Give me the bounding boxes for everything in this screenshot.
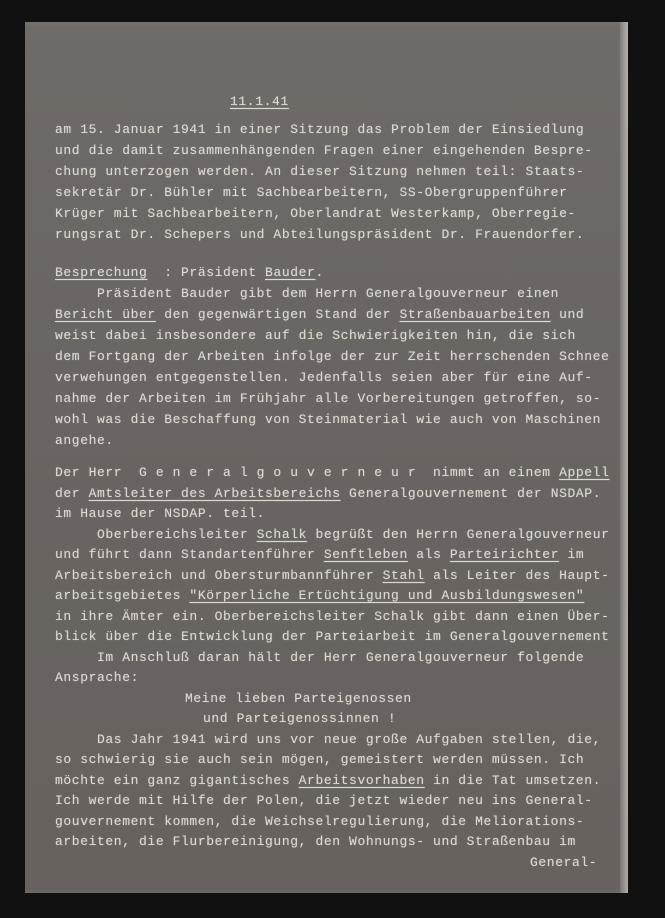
document-date: 11.1.41 [230, 94, 289, 109]
text-segment: Krüger mit Sachbearbeitern, Oberlandrat Westerkamp, Oberregie- [55, 206, 576, 221]
text-line [55, 486, 601, 502]
text-line [55, 629, 609, 645]
text-segment: möchte ein ganz gigantisches [55, 772, 299, 788]
underlined-text: Arbeitsvorhaben [298, 772, 425, 788]
text-segment: begrüßt den Herrn Generalgouverneur [307, 526, 610, 542]
text-line [55, 328, 576, 344]
underlined-text: Besprechung [55, 265, 148, 280]
text-segment: : Präsident [147, 265, 266, 280]
text-segment: Das Jahr 1941 wird uns vor neue große Aufgaben stellen, die, [97, 731, 602, 747]
text-segment: dem Fortgang der Arbeiten infolge der zur Zeit herrschenden Schnee [55, 349, 610, 364]
text-segment: und [550, 307, 585, 322]
text-line [55, 143, 593, 159]
text-segment: Der Herr G e n e r a l g o u v e r n e u r nimmt an einem [55, 465, 560, 480]
text-segment: chung unterzogen werden. An dieser Sitzung nehmen teil: Staats- [55, 164, 585, 179]
text-line [55, 834, 576, 850]
text-segment: blick über die Entwicklung der Parteiarbeit im Generalgouvernement [55, 629, 610, 644]
text-line [55, 547, 584, 563]
text-segment: in die Tat umsetzen. [424, 772, 602, 788]
text-segment: sekretär Dr. Bühler mit Sachbearbeitern, SS-Obergruppenführer [55, 185, 568, 200]
text-segment: am 15. Januar 1941 in einer Sitzung das Problem der Einsiedlung [55, 122, 585, 137]
text-line [97, 286, 559, 302]
text-line [55, 412, 601, 428]
text-segment: im Hause der NSDAP. teil. [55, 506, 266, 521]
text-line [55, 307, 584, 323]
text-segment: als Leiter des Haupt- [424, 567, 610, 583]
text-line [55, 752, 584, 768]
text-line [55, 465, 610, 481]
text-segment: Meine lieben Parteigenossen [185, 690, 412, 706]
text-segment: den gegenwärtigen Stand der [155, 307, 400, 322]
text-line [55, 164, 584, 180]
text-line [55, 227, 584, 243]
text-line [203, 711, 396, 727]
text-line [97, 527, 610, 543]
underlined-text: Schalk [256, 526, 308, 542]
text-line [55, 588, 584, 604]
underlined-text: Bauder [265, 265, 316, 280]
text-line [55, 122, 584, 138]
text-segment: in ihre Ämter ein. Oberbereichsleiter Schalk gibt dann einen Über- [55, 608, 610, 624]
text-line [55, 814, 584, 830]
text-segment: Arbeitsbereich und Obersturmbannführer [55, 567, 383, 583]
text-segment: weist dabei insbesondere auf die Schwierigkeiten hin, die sich [55, 328, 576, 343]
text-line [55, 206, 576, 222]
text-segment: im [559, 547, 585, 562]
page-edge [620, 22, 628, 893]
underlined-text: Stahl [382, 567, 425, 583]
text-segment: gouvernement kommen, die Weichselregulierung, die Meliorations- [55, 813, 585, 829]
text-line [55, 433, 114, 449]
text-segment: arbeitsgebietes [55, 588, 190, 603]
text-line [530, 855, 597, 871]
underlined-text: Parteirichter [449, 547, 560, 562]
underlined-text: Appell [559, 465, 610, 480]
text-line [55, 506, 265, 522]
text-segment: und die damit zusammenhängenden Fragen einer eingehenden Bespre- [55, 143, 593, 158]
underlined-text: Straßenbauarbeiten [399, 307, 551, 322]
text-segment: der [55, 485, 89, 501]
text-segment: nahme der Arbeiten im Frühjahr alle Vorbereitungen getroffen, so- [55, 391, 602, 406]
text-line [97, 650, 584, 666]
text-segment: Oberbereichsleiter [97, 526, 257, 542]
text-segment: verwehungen entgegenstellen. Jedenfalls seien aber für eine Auf- [55, 370, 593, 385]
underlined-text: Bericht über [55, 307, 156, 322]
text-segment: Im Anschluß daran hält der Herr Generalgouverneur folgende [97, 649, 585, 665]
text-segment: Präsident Bauder gibt dem Herrn Generalgouverneur einen [97, 286, 560, 301]
text-line [55, 349, 609, 365]
text-line [55, 609, 609, 625]
text-line [97, 732, 601, 748]
text-segment: . [315, 265, 324, 280]
text-segment: so schwierig sie auch sein mögen, gemeistert werden müssen. Ich [55, 752, 585, 767]
text-segment: als [407, 547, 450, 562]
text-segment: und führt dann Standartenführer [55, 547, 324, 562]
text-segment: rungsrat Dr. Schepers und Abteilungspräsident Dr. Frauendorfer. [55, 227, 585, 242]
text-segment: angehe. [55, 433, 114, 448]
text-segment: Ich werde mit Hilfe der Polen, die jetzt wieder neu ins General- [55, 793, 593, 808]
text-segment: Ansprache: [55, 670, 140, 685]
text-line [55, 670, 139, 686]
text-line [55, 391, 601, 407]
underlined-text: "Körperliche Ertüchtigung und Ausbildungswesen" [189, 588, 585, 603]
text-line [55, 185, 567, 201]
text-segment: wohl was die Beschaffung von Steinmaterial wie auch von Maschinen [55, 412, 602, 427]
text-line [55, 568, 610, 584]
underlined-text: Amtsleiter des Arbeitsbereichs [88, 485, 341, 501]
text-segment: und Parteigenossinnen ! [203, 711, 397, 726]
text-segment: Generalgouvernement der NSDAP. [340, 485, 602, 501]
text-line [55, 793, 593, 809]
text-segment: arbeiten, die Flurbereinigung, den Wohnungs- und Straßenbau im [55, 834, 576, 849]
text-segment: General- [530, 854, 598, 870]
underlined-text: Senftleben [323, 547, 408, 562]
text-line [55, 370, 593, 386]
text-line [55, 265, 324, 281]
text-line [55, 773, 601, 789]
text-line [185, 691, 412, 707]
